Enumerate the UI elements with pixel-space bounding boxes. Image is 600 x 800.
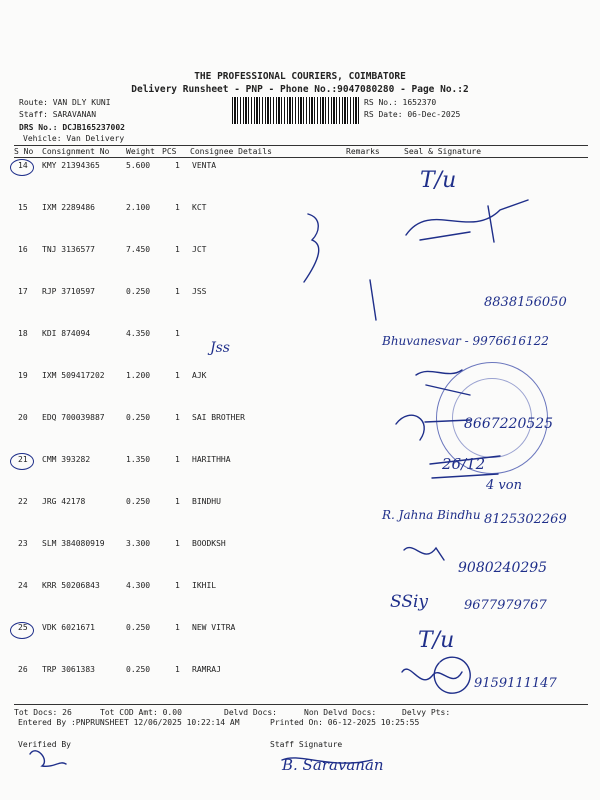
- table-row: [0, 161, 600, 177]
- cell-consignment: JRG 42178: [42, 497, 86, 506]
- cell-consignee: JCT: [192, 245, 207, 254]
- table-row: [0, 581, 600, 597]
- cell-pcs: 1: [175, 413, 180, 422]
- handwriting-r21b: 4 von: [486, 478, 522, 493]
- col-pcs: PCS: [162, 147, 177, 156]
- handwriting-r18b: Bhuvanesvar - 9976616122: [382, 334, 549, 348]
- cell-weight: 1.200: [126, 371, 151, 380]
- cell-weight: 1.350: [126, 455, 151, 464]
- cell-pcs: 1: [175, 203, 180, 212]
- cell-weight: 0.250: [126, 623, 151, 632]
- cell-consignment: TRP 3061383: [42, 665, 95, 674]
- handwriting-r22b: 8125302269: [484, 512, 567, 527]
- cell-weight: 0.250: [126, 665, 151, 674]
- tot-docs: Tot Docs: 26: [14, 708, 72, 717]
- footer-rule: [14, 704, 588, 705]
- cell-consignment: KMY 21394365: [42, 161, 100, 170]
- header-rule-bottom: [14, 157, 588, 158]
- cell-weight: 5.600: [126, 161, 151, 170]
- handwriting-r26: 9159111147: [474, 676, 557, 691]
- cell-weight: 4.350: [126, 329, 151, 338]
- cell-pcs: 1: [175, 581, 180, 590]
- cell-consignment: IXM 509417202: [42, 371, 105, 380]
- cell-consignment: KRR 50206843: [42, 581, 100, 590]
- handwriting-r25: T/u: [418, 628, 455, 653]
- route-label: Route: VAN DLY KUNI: [19, 98, 111, 107]
- delvy-pts: Delvy Pts:: [402, 708, 451, 717]
- handwriting-r24a: SSiy: [390, 592, 429, 612]
- table-row: [0, 539, 600, 555]
- verified-by: Verified By: [18, 740, 71, 749]
- cell-consignment: IXM 2289486: [42, 203, 95, 212]
- col-consignment: Consignment No: [42, 147, 110, 156]
- cell-sno: 24: [18, 581, 28, 590]
- staff-signature: B. Saravanan: [282, 756, 384, 774]
- handwriting-r22a: R. Jahna Bindhu: [382, 508, 481, 522]
- cell-consignee: KCT: [192, 203, 207, 212]
- cell-pcs: 1: [175, 245, 180, 254]
- cell-weight: 7.450: [126, 245, 151, 254]
- cell-consignment: KDI 874094: [42, 329, 91, 338]
- header-rule-top: [14, 145, 588, 146]
- tot-cod: Tot COD Amt: 0.00: [100, 708, 182, 717]
- drs-number: DRS No.: DCJB165237002: [19, 123, 125, 132]
- circle-mark: [10, 159, 34, 176]
- cell-weight: 3.300: [126, 539, 151, 548]
- handwriting-r20: 8667220525: [464, 416, 554, 432]
- entered-by: Entered By :PNPRUNSHEET 12/06/2025 10:22:14 AM: [18, 718, 240, 727]
- cell-weight: 0.250: [126, 497, 151, 506]
- table-row: [0, 245, 600, 261]
- table-row: [0, 623, 600, 639]
- cell-sno: 19: [18, 371, 28, 380]
- cell-consignment: EDQ 700039887: [42, 413, 105, 422]
- cell-sno: 23: [18, 539, 28, 548]
- cell-pcs: 1: [175, 161, 180, 170]
- cell-pcs: 1: [175, 329, 180, 338]
- cell-sno: 14: [18, 161, 28, 170]
- barcode: [232, 97, 360, 124]
- cell-weight: 2.100: [126, 203, 151, 212]
- table-row: [0, 203, 600, 219]
- cell-pcs: 1: [175, 497, 180, 506]
- cell-consignee: VENTA: [192, 161, 217, 170]
- cell-weight: 0.250: [126, 287, 151, 296]
- cell-pcs: 1: [175, 455, 180, 464]
- cell-pcs: 1: [175, 371, 180, 380]
- delvd-docs: Delvd Docs:: [224, 708, 277, 717]
- staff-signature-label: Staff Signature: [270, 740, 343, 749]
- circle-mark: [10, 453, 34, 470]
- col-weight: Weight: [126, 147, 155, 156]
- rs-date: RS Date: 06-Dec-2025: [364, 110, 461, 119]
- handwriting-r18a: Jss: [210, 340, 230, 356]
- cell-sno: 16: [18, 245, 28, 254]
- handwriting-r24b: 9677979767: [464, 598, 547, 613]
- cell-weight: 0.250: [126, 413, 151, 422]
- printed-on: Printed On: 06-12-2025 10:25:55: [270, 718, 420, 727]
- staff-label: Staff: SARAVANAN: [19, 110, 97, 119]
- cell-sno: 26: [18, 665, 28, 674]
- rs-number: RS No.: 1652370: [364, 98, 437, 107]
- cell-pcs: 1: [175, 539, 180, 548]
- cell-consignee: JSS: [192, 287, 207, 296]
- handwriting-r14: T/u: [420, 168, 457, 193]
- col-sno: S No: [14, 147, 34, 156]
- cell-consignment: RJP 3710597: [42, 287, 95, 296]
- cell-consignment: CMM 393282: [42, 455, 91, 464]
- col-consignee: Consignee Details: [190, 147, 272, 156]
- cell-consignment: VDK 6021671: [42, 623, 95, 632]
- cell-consignment: TNJ 3136577: [42, 245, 95, 254]
- company-title: THE PROFESSIONAL COURIERS, COIMBATORE: [194, 71, 406, 82]
- cell-consignee: HARITHHA: [192, 455, 231, 464]
- handwriting-r17: 8838156050: [484, 295, 567, 310]
- cell-consignee: AJK: [192, 371, 207, 380]
- non-delvd-docs: Non Delvd Docs:: [304, 708, 377, 717]
- cell-sno: 15: [18, 203, 28, 212]
- circle-mark: [10, 622, 34, 639]
- handwriting-r23: 9080240295: [458, 560, 548, 576]
- cell-sno: 22: [18, 497, 28, 506]
- handwriting-r21: 26/12: [442, 455, 486, 473]
- cell-sno: 20: [18, 413, 28, 422]
- runsheet-subtitle: Delivery Runsheet - PNP - Phone No.:9047080280 - Page No.:2: [131, 84, 469, 95]
- cell-consignee: SAI BROTHER: [192, 413, 245, 422]
- cell-sno: 17: [18, 287, 28, 296]
- cell-sno: 18: [18, 329, 28, 338]
- col-seal-signature: Seal & Signature: [404, 147, 482, 156]
- cell-consignment: SLM 384080919: [42, 539, 105, 548]
- cell-consignee: NEW VITRA: [192, 623, 236, 632]
- table-row: [0, 497, 600, 513]
- cell-consignee: RAMRAJ: [192, 665, 221, 674]
- cell-pcs: 1: [175, 665, 180, 674]
- verified-signature: [30, 751, 66, 767]
- col-remarks: Remarks: [346, 147, 380, 156]
- vehicle-label: Vehicle: Van Delivery: [23, 134, 125, 143]
- cell-consignee: BOODKSH: [192, 539, 226, 548]
- cell-consignee: IKHIL: [192, 581, 217, 590]
- cell-pcs: 1: [175, 287, 180, 296]
- cell-sno: 21: [18, 455, 28, 464]
- cell-weight: 4.300: [126, 581, 151, 590]
- cell-consignee: BINDHU: [192, 497, 221, 506]
- cell-pcs: 1: [175, 623, 180, 632]
- cell-sno: 25: [18, 623, 28, 632]
